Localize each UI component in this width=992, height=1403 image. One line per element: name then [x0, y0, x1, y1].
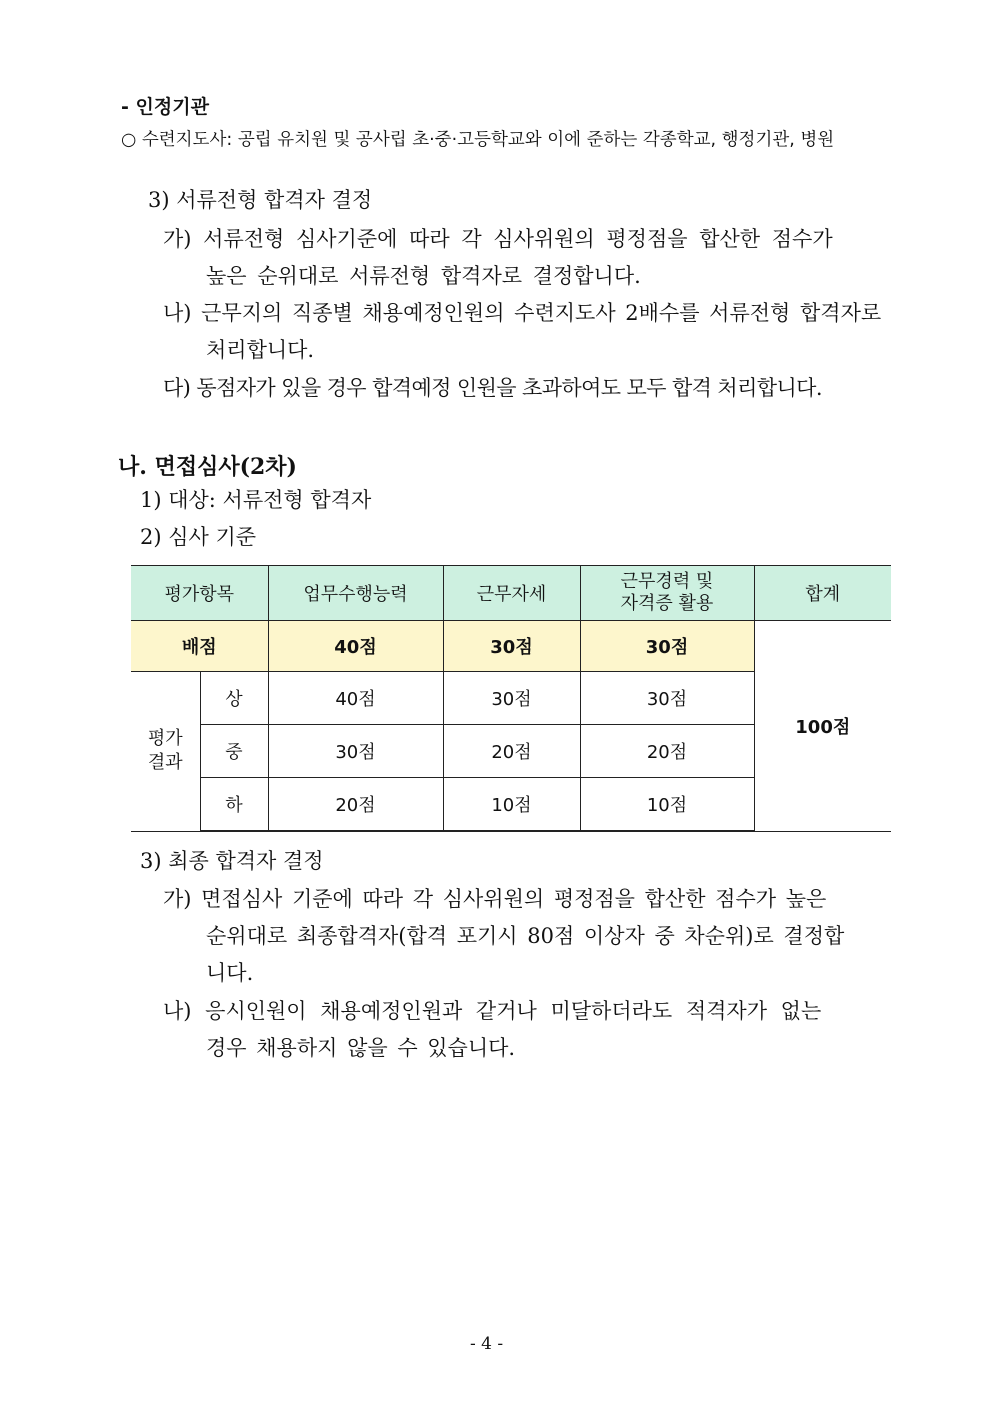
table-cell: 20점 — [268, 778, 443, 832]
doc-result-item-ga-line1: 가) 서류전형 심사기준에 따라 각 심사위원의 평정점을 합산한 점수가 — [163, 227, 833, 251]
result-label-line1: 평가 — [147, 728, 183, 750]
final-result-heading: 3) 최종 합격자 결정 — [140, 849, 324, 873]
header-total: 합계 — [754, 566, 891, 621]
doc-result-item-da: 다) 동점자가 있을 경우 합격예정 인원을 초과하여도 모두 합격 처리합니다. — [163, 376, 822, 400]
score-label: 배점 — [131, 621, 268, 672]
result-label-line2: 결과 — [147, 752, 183, 774]
doc-result-item-na-line1: 나) 근무지의 직종별 채용예정인원의 수련지도사 2배수를 서류전형 합격자로 — [163, 301, 882, 325]
score-value: 40점 — [268, 621, 443, 672]
header-experience-line1: 근무경력 및 — [620, 571, 714, 592]
table-cell: 10점 — [580, 778, 754, 832]
doc-result-heading: 3) 서류전형 합격자 결정 — [148, 188, 373, 212]
header-experience-certificate — [580, 566, 754, 621]
header-work-attitude: 근무자세 — [443, 566, 580, 621]
total-score: 100점 — [754, 621, 891, 832]
table-row-score — [131, 621, 891, 672]
institution-title: - 인정기관 — [121, 96, 209, 118]
header-job-performance: 업무수행능력 — [268, 566, 443, 621]
table-cell: 10점 — [443, 778, 580, 832]
final-result-item-ga-line2: 순위대로 최종합격자(합격 포기시 80점 이상자 중 차순위)로 결정합 — [206, 924, 845, 948]
table-cell: 40점 — [268, 672, 443, 725]
score-value: 30점 — [580, 621, 754, 672]
final-result-item-ga-line1: 가) 면접심사 기준에 따라 각 심사위원의 평정점을 합산한 점수가 높은 — [163, 887, 827, 911]
result-label — [131, 672, 200, 832]
interview-target: 1) 대상: 서류전형 합격자 — [140, 488, 372, 512]
interview-section-heading: 나. 면접심사(2차) — [118, 454, 297, 480]
table-cell: 30점 — [580, 672, 754, 725]
doc-result-item-na-line2: 처리합니다. — [206, 338, 315, 362]
grade-label: 상 — [200, 672, 268, 725]
table-cell: 20점 — [580, 725, 754, 778]
header-eval-item: 평가항목 — [131, 566, 268, 621]
interview-criteria: 2) 심사 기준 — [140, 525, 257, 549]
table-header-row — [131, 566, 891, 621]
final-result-item-na-line2: 경우 채용하지 않을 수 있습니다. — [206, 1036, 516, 1060]
table-cell: 30점 — [268, 725, 443, 778]
interview-criteria-table — [131, 565, 891, 832]
grade-label: 하 — [200, 778, 268, 832]
table-cell: 20점 — [443, 725, 580, 778]
score-value: 30점 — [443, 621, 580, 672]
final-result-item-ga-line3: 니다. — [206, 961, 254, 985]
table-cell: 30점 — [443, 672, 580, 725]
page-number: - 4 - — [470, 1334, 504, 1354]
leader-institutions-line: ○ 수련지도사: 공립 유치원 및 공사립 초·중·고등학교와 이에 준하는 각종학교, 행정기관, 병원 — [121, 130, 835, 150]
doc-result-item-ga-line2: 높은 순위대로 서류전형 합격자로 결정합니다. — [206, 264, 641, 288]
final-result-item-na-line1: 나) 응시인원이 채용예정인원과 같거나 미달하더라도 적격자가 없는 — [163, 999, 822, 1023]
header-experience-line2: 자격증 활용 — [620, 593, 714, 614]
grade-label: 중 — [200, 725, 268, 778]
